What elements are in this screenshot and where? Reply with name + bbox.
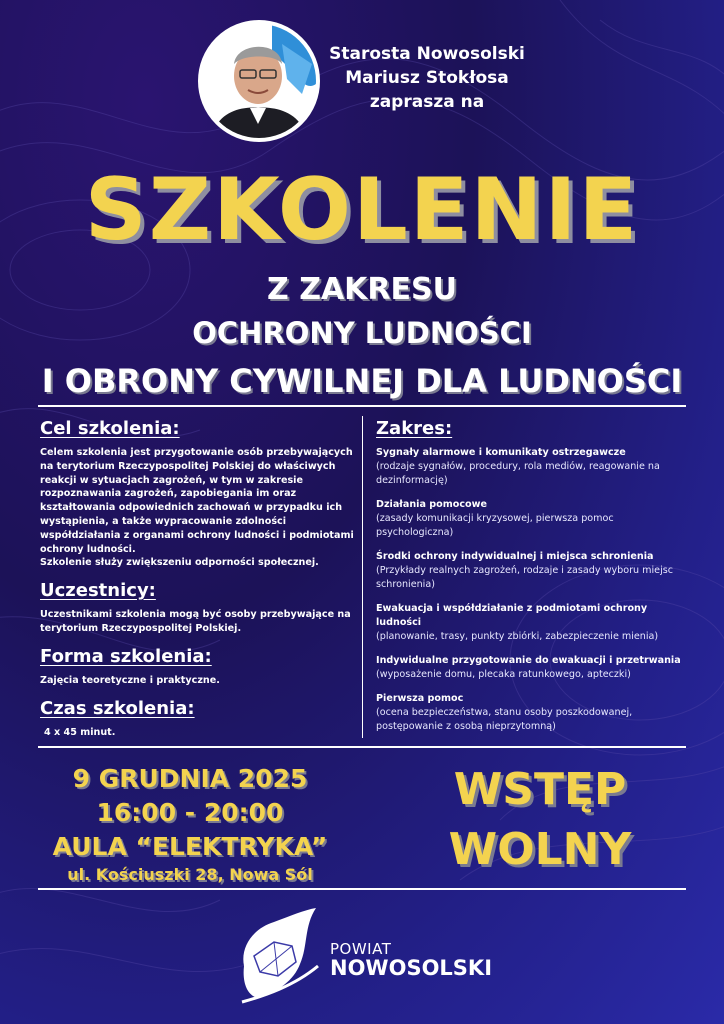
main-title: SZKOLENIE [84,160,640,260]
zakres-item [376,550,686,592]
zakres-item-title: Działania pomocowe [376,499,487,510]
subtitle-1: Z ZAKRESU [267,272,457,307]
event-date: 9 GRUDNIA 2025 [72,764,308,793]
cel-text: Celem szkolenia jest przygotowanie osób przebywających na terytorium Rzeczypospolitej Polskiej do właściwych reakcji w sytuacjach zagrożeń, w tym w zakresie rozpoznawania zagrożeń, zapobiegania im oraz kształtowania odpowiednich zachowań w przypadku ich wystąpienia, a także wypracowanie zdolności współdziałania z organami ochrony ludności i podmiotami ochrony ludności. Szkolenie służy zwiększeniu odporności społecznej. [40,447,354,569]
divider-top [38,405,686,407]
divider-middle [38,746,686,748]
uczestnicy-section [40,580,356,636]
free-entry [420,760,660,880]
county-map-logo-icon [234,906,324,1006]
uczestnicy-text: Uczestnikami szkolenia mogą być osoby przebywające na terytorium Rzeczypospolitej Polskiej. [40,609,351,634]
zakres-item-desc: (wyposażenie domu, plecaka ratunkowego, apteczki) [376,669,631,680]
zakres-item [376,446,686,488]
zakres-item-title: Ewakuacja i współdziałanie z podmiotami ochrony ludności [376,603,648,628]
forma-section [40,646,356,688]
cel-section [40,418,356,570]
zakres-item-title: Sygnały alarmowe i komunikaty ostrzegawcze [376,447,626,458]
event-time: 16:00 - 20:00 [96,798,284,827]
subtitle-3: I OBRONY CYWILNEJ DLA LUDNOŚCI [41,362,683,400]
header-line-3: zaprasza na [369,92,485,112]
czas-heading: Czas szkolenia: [40,697,195,719]
logo-powiat-text: POWIAT [330,940,392,958]
zakres-item-title: Indywidualne przygotowanie do ewakuacji i przetrwania [376,655,681,666]
invitation-header [322,42,532,114]
uczestnicy-heading: Uczestnicy: [40,580,156,602]
zakres-item-title: Środki ochrony indywidualnej i miejsca schronienia [376,551,654,562]
forma-text: Zajęcia teoretyczne i praktyczne. [40,674,220,686]
zakres-item [376,654,686,682]
event-place: AULA “ELEKTRYKA” [52,832,328,861]
event-address: ul. Kościuszki 28, Nowa Sól [67,865,313,884]
left-column [40,418,356,749]
event-details [40,762,340,886]
zakres-heading: Zakres: [376,418,453,439]
zakres-item-desc: (rodzaje sygnałów, procedury, rola mediów, reagowanie na dezinformację) [376,461,660,486]
header-line-1: Starosta Nowosolski [329,44,525,64]
zakres-item-desc: (planowanie, trasy, punkty zbiórki, zabezpieczenie mienia) [376,631,659,642]
divider-vertical [362,416,363,738]
czas-text: 4 x 45 minut. [44,726,116,738]
zakres-item-desc: (Przykłady realnych zagrożeń, rodzaje i zasady wyboru miejsc schronienia) [376,565,674,590]
divider-bottom [38,888,686,890]
zakres-item-title: Pierwsza pomoc [376,693,464,704]
speaker-portrait [198,20,320,142]
zakres-item [376,498,686,540]
free-entry-line-1: WSTĘP [453,764,627,815]
forma-heading: Forma szkolenia: [40,645,212,667]
cel-heading: Cel szkolenia: [40,418,180,439]
subtitle-2: OCHRONY LUDNOŚCI [192,316,532,350]
zakres-item [376,692,686,734]
zakres-item [376,602,686,644]
free-entry-line-2: WOLNY [448,824,632,875]
header-line-2: Mariusz Stokłosa [345,68,509,88]
logo-county-name: NOWOSOLSKI [330,956,493,980]
zakres-item-desc: (zasady komunikacji kryzysowej, pierwsza pomoc psychologiczna) [376,513,614,538]
zakres-item-desc: (ocena bezpieczeństwa, stanu osoby poszkodowanej, postępowanie z osobą nieprzytomną) [376,707,633,732]
right-column [376,418,686,734]
czas-section [40,698,356,740]
